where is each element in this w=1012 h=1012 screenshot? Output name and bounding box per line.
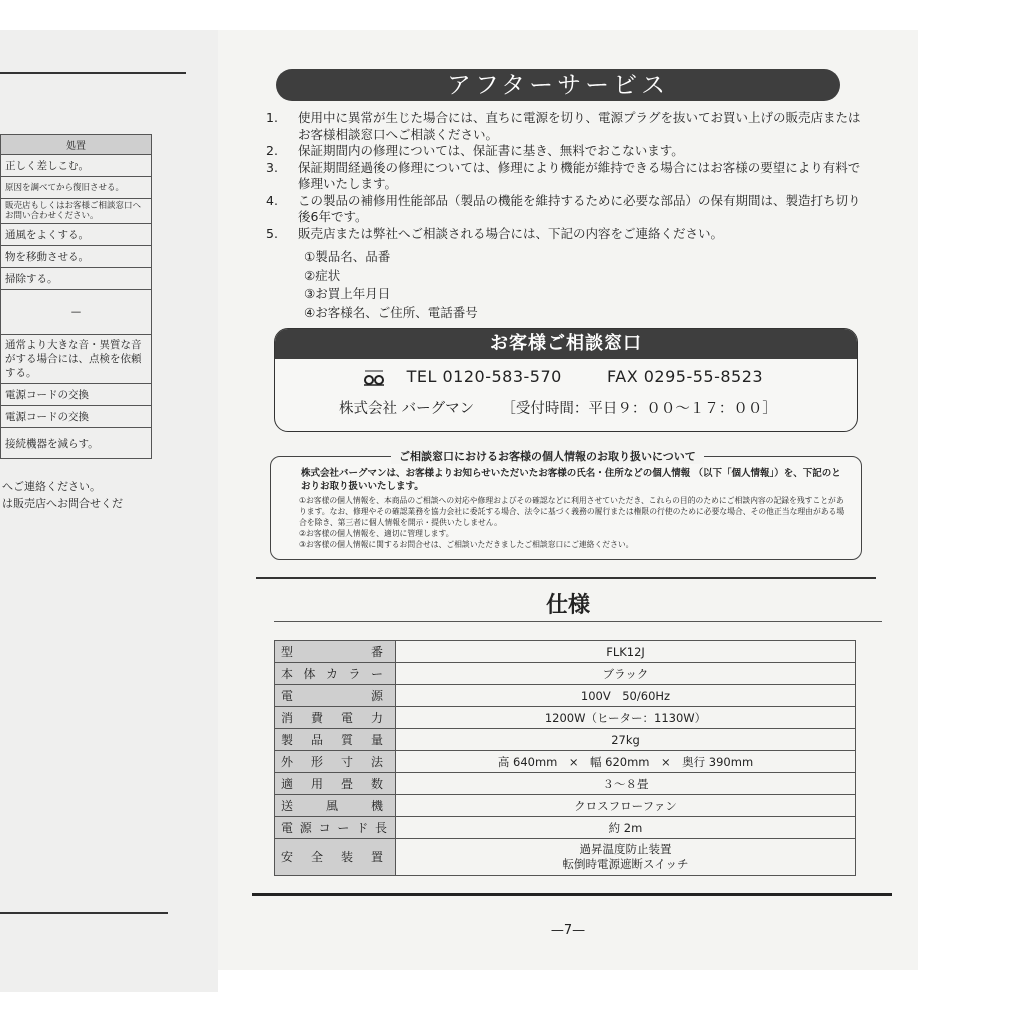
- spec-key: 本体カラー: [275, 663, 396, 685]
- table-row: 正しく差しこむ。: [1, 155, 152, 177]
- privacy-title: ご相談窓口におけるお客様の個人情報のお取り扱いについて: [391, 448, 704, 464]
- spec-key: 安全装置: [275, 839, 396, 876]
- spec-title: 仕様: [545, 593, 590, 618]
- item-number: 1.: [266, 110, 278, 125]
- spec-key: 適用畳数: [275, 773, 396, 795]
- spec-value: ３～８畳: [396, 773, 856, 795]
- item-number: 2.: [266, 143, 278, 158]
- list-item: ①製品名、品番: [304, 249, 391, 264]
- table-row: [275, 663, 856, 685]
- item-number: 3.: [266, 159, 278, 175]
- troubleshooting-table: [0, 134, 152, 459]
- table-row: 通常より大きな音・異質な音がする場合には、点検を依頼する。: [1, 335, 152, 384]
- list-item: [266, 160, 866, 193]
- spec-key: 電源: [275, 685, 396, 707]
- item-text: 使用中に異常が生じた場合には、直ちに電源を切り、電源プラグを抜いてお買い上げの販売店またはお客様相談窓口へご相談ください。: [298, 110, 861, 142]
- table-row: [275, 751, 856, 773]
- list-item: [266, 110, 866, 143]
- company-name: 株式会社 バーグマン: [339, 401, 475, 417]
- spec-table: [274, 640, 856, 876]
- item-text: この製品の補修用性能部品（製品の機能を維持するために必要な部品）の保有期間は、製造打ち切り後6年です。: [298, 192, 861, 224]
- spec-value: 1200W（ヒーター：1130W）: [396, 707, 856, 729]
- tel-number: TEL 0120-583-570: [406, 367, 562, 386]
- table-row: [275, 685, 856, 707]
- after-service-banner: アフターサービス: [276, 69, 840, 101]
- office-hours: ［受付時間：平日９：００～１７：００］: [501, 401, 777, 417]
- table-header: 処置: [1, 135, 152, 155]
- spec-key: 型番: [275, 641, 396, 663]
- privacy-lead: 株式会社バーグマンは、お客様よりお知らせいただいたお客様の氏名・住所などの個人情報 （以下「個人情報」）を、下記のとおりお取り扱いいたします。: [301, 468, 841, 492]
- spec-title-rule: [274, 621, 882, 622]
- table-row: 掃除する。: [1, 268, 152, 290]
- left-note-line: へご連絡ください。: [2, 480, 101, 493]
- list-item: ②お客様の個人情報を、適切に管理します。: [299, 529, 454, 538]
- after-service-list: [266, 110, 866, 242]
- table-row: [275, 707, 856, 729]
- item-text: 保証期間内の修理については、保証書に基き、無料でおこないます。: [298, 143, 684, 158]
- table-row: [275, 795, 856, 817]
- left-note-line: は販売店へお問合せくだ: [2, 497, 123, 510]
- list-item: ③お買上年月日: [304, 286, 391, 301]
- safety-value: 過昇温度防止装置: [579, 842, 672, 856]
- table-row: 原因を調べてから復旧させる。: [1, 177, 152, 199]
- contact-info-list: [304, 248, 478, 322]
- left-bottom-rule: [0, 912, 168, 914]
- table-row: 通風をよくする。: [1, 224, 152, 246]
- table-row: 接続機器を減らす。: [1, 428, 152, 459]
- table-row: 物を移動させる。: [1, 246, 152, 268]
- spec-value: 27kg: [396, 729, 856, 751]
- spec-key: 消費電力: [275, 707, 396, 729]
- consult-phones: [363, 367, 763, 386]
- list-item: [266, 143, 866, 160]
- consult-title: お客様ご相談窓口: [275, 329, 857, 359]
- item-number: 4.: [266, 192, 278, 208]
- spec-key: 外形寸法: [275, 751, 396, 773]
- spec-key: 製品質量: [275, 729, 396, 751]
- right-page: [218, 30, 918, 970]
- item-number: 5.: [266, 225, 278, 241]
- list-item: [266, 193, 866, 226]
- list-item: ④お客様名、ご住所、電話番号: [304, 304, 478, 320]
- spec-bottom-rule: [252, 893, 892, 896]
- page-number: —7—: [550, 923, 586, 938]
- list-item: ①お客様の個人情報を、本商品のご相談への対応や修理およびその確認などに利用させていただき、これらの目的のためにご相談内容の記録を残すことがあります。なお、修理やその確認業務を協力会社に委託する場合、法令に基づく義務の履行または権限の行使のために必要な場合、その他正当な理由がある場合を除き、第三者に個人情報を開示・提供いたしません。: [299, 496, 845, 527]
- table-row: —: [1, 290, 152, 335]
- spec-value: ブラック: [396, 663, 856, 685]
- table-row: 電源コードの交換: [1, 406, 152, 428]
- left-page: [0, 30, 218, 992]
- table-row: 販売店もしくはお客様ご相談窓口へお問い合わせください。: [1, 199, 152, 224]
- table-row: [275, 729, 856, 751]
- spec-value: FLK12J: [396, 641, 856, 663]
- spec-value: [396, 839, 856, 876]
- spec-value: 約 2m: [396, 817, 856, 839]
- fax-number: FAX 0295-55-8523: [607, 367, 764, 386]
- table-row: [275, 817, 856, 839]
- item-text: 販売店または弊社へご相談される場合には、下記の内容をご連絡ください。: [298, 225, 724, 241]
- table-row: [275, 773, 856, 795]
- consult-company: [339, 397, 777, 418]
- left-notes: [2, 478, 123, 512]
- left-top-rule: [0, 72, 186, 74]
- spec-top-rule: [256, 577, 876, 579]
- spec-value: 100V 50/60Hz: [396, 685, 856, 707]
- list-item: [266, 226, 866, 243]
- spec-key: 送風機: [275, 795, 396, 817]
- privacy-items: [299, 495, 849, 550]
- spec-key: 電源コード長: [275, 817, 396, 839]
- item-text: 保証期間経過後の修理については、修理により機能が維持できる場合にはお客様の要望により有料で修理いたします。: [298, 159, 861, 191]
- spec-value: 高 640mm × 幅 620mm × 奥行 390mm: [396, 751, 856, 773]
- list-item: ③お客様の個人情報に関するお問合せは、ご相談いただきましたご相談窓口にご連絡ください。: [299, 540, 634, 549]
- privacy-box: [270, 450, 862, 560]
- list-item: ②症状: [304, 267, 341, 283]
- consult-box: [274, 328, 858, 432]
- table-row: [275, 641, 856, 663]
- spec-value: クロスフローファン: [396, 795, 856, 817]
- table-row: [275, 839, 856, 876]
- table-row: 電源コードの交換: [1, 384, 152, 406]
- safety-value: 転倒時電源遮断スイッチ: [562, 857, 689, 871]
